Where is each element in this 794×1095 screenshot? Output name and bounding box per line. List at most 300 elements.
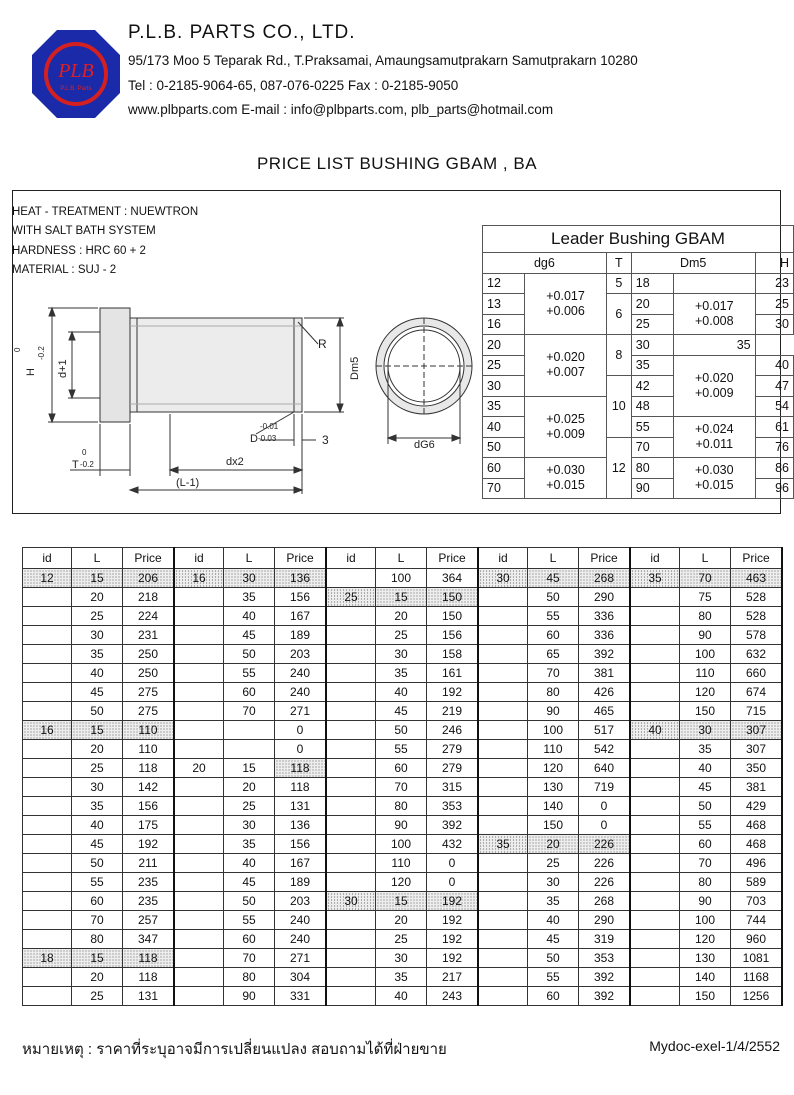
length-cell: 90 [376,816,427,835]
price-cell: 319 [579,930,631,949]
length-cell: 60 [72,892,123,911]
length-cell: 35 [528,892,579,911]
footnote: หมายเหตุ : ราคาที่ระบุอาจมีการเปลี่ยนแปลง สอบถามได้ที่ฝ่ายขาย [22,1041,447,1058]
price-cell: 660 [731,664,783,683]
price-cell: 268 [579,569,631,588]
length-cell: 120 [528,759,579,778]
id-cell [478,930,528,949]
id-cell [478,949,528,968]
price-cell: 517 [579,721,631,740]
leader-h-value: 30 [755,314,793,335]
leader-dm5-value: 70 [631,437,673,458]
price-cell: 192 [427,911,479,930]
price-cell: 150 [427,607,479,626]
leader-dm5-tolerance: +0.030 +0.015 [673,458,755,499]
price-cell: 218 [123,588,175,607]
length-cell: 70 [528,664,579,683]
price-cell: 578 [731,626,783,645]
price-cell: 226 [579,854,631,873]
length-cell [224,740,275,759]
id-cell [630,816,680,835]
id-cell [174,645,224,664]
leader-dg6-tolerance: +0.025 +0.009 [525,396,607,458]
length-cell: 50 [72,854,123,873]
id-cell [630,987,680,1006]
length-cell: 25 [72,607,123,626]
drawing-label-r: R [318,337,327,351]
price-cell: 243 [427,987,479,1006]
length-cell: 70 [72,911,123,930]
price-cell: 307 [731,740,783,759]
id-cell [326,607,376,626]
length-cell: 20 [528,835,579,854]
price-cell: 275 [123,683,175,702]
id-cell [630,854,680,873]
leader-header-dg6: dg6 [483,253,607,274]
drawing-label-t-tol2: -0.2 [80,460,94,469]
id-cell [478,816,528,835]
id-cell [174,949,224,968]
length-cell: 30 [376,645,427,664]
drawing-label-t: T [72,459,79,471]
id-cell [630,702,680,721]
length-cell: 30 [224,569,275,588]
id-cell [630,607,680,626]
drawing-label-l1: (L-1) [176,477,200,489]
drawing-label-h-tol: 0 [13,347,22,352]
leader-h-value: 76 [755,437,793,458]
leader-dm5-value: 35 [631,355,673,376]
id-cell [478,854,528,873]
price-cell: 392 [427,816,479,835]
price-cell: 156 [427,626,479,645]
length-cell: 80 [680,607,731,626]
price-cell: 304 [275,968,327,987]
id-cell [326,683,376,702]
length-cell: 80 [528,683,579,702]
price-cell: 290 [579,911,631,930]
id-cell [630,778,680,797]
price-header-l: L [528,548,579,569]
length-cell: 20 [376,607,427,626]
leader-dm5-tolerance: +0.024 +0.011 [673,417,755,458]
length-cell: 30 [376,949,427,968]
id-cell [23,664,72,683]
id-cell [174,740,224,759]
price-cell: 219 [427,702,479,721]
leader-dm5-value: 42 [631,376,673,397]
id-cell [326,721,376,740]
id-cell [174,797,224,816]
document-id: Mydoc-exel-1/4/2552 [649,1038,780,1054]
price-cell: 364 [427,569,479,588]
length-cell: 140 [680,968,731,987]
price-cell: 118 [123,949,175,968]
length-cell: 80 [72,930,123,949]
price-header-price: Price [123,548,175,569]
id-cell: 18 [23,949,72,968]
id-cell [174,816,224,835]
price-header-price: Price [427,548,479,569]
id-cell [174,930,224,949]
price-cell: 246 [427,721,479,740]
leader-dg6-tolerance: +0.030 +0.015 [525,458,607,499]
leader-dg6-value: 16 [483,314,525,335]
id-cell [326,759,376,778]
table-row [23,759,783,778]
table-row [23,987,783,1006]
leader-t-value: 5 [606,273,631,294]
id-cell [23,911,72,930]
price-cell: 118 [275,759,327,778]
logo-text: PLB [58,60,94,82]
length-cell: 150 [680,702,731,721]
price-cell: 189 [275,873,327,892]
id-cell [478,588,528,607]
price-cell: 271 [275,949,327,968]
table-row [23,664,783,683]
id-cell: 30 [478,569,528,588]
price-cell: 250 [123,645,175,664]
spec-heat-treatment: HEAT - TREATMENT : NUEWTRON [12,206,199,218]
id-cell [478,797,528,816]
price-cell: 331 [275,987,327,1006]
length-cell: 40 [224,854,275,873]
id-cell [326,797,376,816]
id-cell [326,835,376,854]
price-cell: 156 [275,835,327,854]
id-cell [23,702,72,721]
price-cell: 589 [731,873,783,892]
length-cell: 15 [72,569,123,588]
price-header-l: L [224,548,275,569]
length-cell: 35 [224,588,275,607]
length-cell: 35 [72,645,123,664]
price-cell: 231 [123,626,175,645]
table-row [23,626,783,645]
id-cell: 16 [174,569,224,588]
leader-header-h: H [755,253,793,274]
company-phone: Tel : 0-2185-9064-65, 087-076-0225 Fax : 0-2185-9050 [128,78,459,93]
page-title: PRICE LIST BUSHING GBAM , BA [256,154,538,173]
spec-salt-bath: WITH SALT BATH SYSTEM [12,225,156,237]
price-cell: 240 [275,683,327,702]
price-cell: 275 [123,702,175,721]
price-header-l: L [680,548,731,569]
length-cell: 40 [376,987,427,1006]
price-cell: 192 [427,892,479,911]
id-cell: 35 [630,569,680,588]
table-row [23,740,783,759]
id-cell [630,588,680,607]
leader-row [483,273,794,294]
price-header-price: Price [579,548,631,569]
length-cell: 25 [528,854,579,873]
price-cell: 192 [427,949,479,968]
id-cell: 20 [174,759,224,778]
price-cell: 426 [579,683,631,702]
leader-h-value: 23 [755,273,793,294]
price-cell: 703 [731,892,783,911]
id-cell [23,683,72,702]
length-cell: 80 [224,968,275,987]
leader-h-value: 86 [755,458,793,479]
drawing-label-dg6: dG6 [414,439,435,451]
price-cell: 118 [123,968,175,987]
length-cell: 60 [224,683,275,702]
price-cell: 392 [579,968,631,987]
table-row [23,854,783,873]
price-cell: 632 [731,645,783,664]
price-cell: 960 [731,930,783,949]
length-cell: 15 [72,721,123,740]
leader-dg6-tolerance: +0.017 +0.006 [525,273,607,335]
length-cell: 35 [376,968,427,987]
length-cell: 25 [72,759,123,778]
length-cell: 90 [528,702,579,721]
length-cell: 60 [680,835,731,854]
id-cell [23,892,72,911]
length-cell: 30 [528,873,579,892]
id-cell [174,626,224,645]
id-cell [478,683,528,702]
leader-dg6-value: 35 [483,396,525,417]
id-cell [630,683,680,702]
length-cell: 150 [528,816,579,835]
price-cell: 279 [427,740,479,759]
table-row [23,873,783,892]
length-cell: 15 [376,892,427,911]
drawing-label-dm5: Dm5 [349,356,361,380]
price-cell: 192 [427,683,479,702]
price-cell: 528 [731,607,783,626]
company-name: P.L.B. PARTS CO., LTD. [128,22,356,43]
length-cell: 70 [224,949,275,968]
price-table [22,547,783,1006]
leader-header-dm5: Dm5 [631,253,755,274]
id-cell [326,987,376,1006]
leader-h-value: 25 [755,294,793,315]
id-cell [478,626,528,645]
id-cell [174,835,224,854]
id-cell: 40 [630,721,680,740]
price-cell: 240 [275,930,327,949]
id-cell [630,797,680,816]
price-cell: 279 [427,759,479,778]
leader-t-value: 12 [606,437,631,499]
leader-dm5-value: 18 [631,273,673,294]
id-cell [478,740,528,759]
id-cell [630,645,680,664]
id-cell [630,873,680,892]
id-cell [23,835,72,854]
id-cell [326,645,376,664]
price-cell: 156 [123,797,175,816]
id-cell [630,949,680,968]
length-cell: 40 [528,911,579,930]
leader-dm5-tolerance: +0.017 +0.008 [673,294,755,335]
length-cell: 35 [72,797,123,816]
length-cell: 20 [376,911,427,930]
length-cell: 35 [376,664,427,683]
price-cell: 192 [427,930,479,949]
price-cell: 381 [731,778,783,797]
price-cell: 118 [123,759,175,778]
price-header-id: id [630,548,680,569]
price-cell: 336 [579,626,631,645]
price-cell: 203 [275,892,327,911]
table-row [23,588,783,607]
leader-h-value: 47 [755,376,793,397]
price-cell: 240 [275,664,327,683]
length-cell: 70 [224,702,275,721]
leader-dg6-value: 70 [483,478,525,499]
table-row [23,607,783,626]
drawing-label-dx2: dx2 [226,456,244,468]
id-cell [630,892,680,911]
leader-dm5-tolerance-empty [673,273,755,294]
leader-dg6-value: 50 [483,437,525,458]
table-row [23,892,783,911]
length-cell: 25 [224,797,275,816]
length-cell: 60 [224,930,275,949]
length-cell: 130 [680,949,731,968]
price-cell: 528 [731,588,783,607]
price-cell: 167 [275,854,327,873]
drawing-label-t-tol: 0 [82,448,87,457]
length-cell: 45 [528,930,579,949]
length-cell: 55 [680,816,731,835]
price-cell: 465 [579,702,631,721]
id-cell [23,588,72,607]
price-cell: 744 [731,911,783,930]
price-cell: 142 [123,778,175,797]
leader-dm5-value: 90 [631,478,673,499]
length-cell: 20 [72,588,123,607]
price-cell: 131 [123,987,175,1006]
price-cell: 257 [123,911,175,930]
id-cell [23,873,72,892]
length-cell: 50 [224,645,275,664]
leader-t-value: 6 [606,294,631,335]
price-cell: 392 [579,987,631,1006]
length-cell: 90 [680,626,731,645]
table-row [23,949,783,968]
company-address: 95/173 Moo 5 Teparak Rd., T.Praksamai, Amaungsamutprakarn Samutprakarn 10280 [128,53,638,68]
price-cell: 110 [123,721,175,740]
id-cell [478,968,528,987]
id-cell [478,664,528,683]
id-cell [478,645,528,664]
price-cell: 167 [275,607,327,626]
price-cell: 0 [427,873,479,892]
leader-dg6-value: 20 [483,335,525,356]
table-row [23,721,783,740]
table-row [23,911,783,930]
leader-h-value: 35 [673,335,755,356]
price-cell: 463 [731,569,783,588]
price-cell: 0 [275,740,327,759]
id-cell: 25 [326,588,376,607]
length-cell: 35 [224,835,275,854]
length-cell: 55 [224,911,275,930]
length-cell: 45 [72,683,123,702]
length-cell: 90 [680,892,731,911]
length-cell: 25 [376,626,427,645]
length-cell: 80 [680,873,731,892]
drawing-label-d1: d+1 [57,359,69,378]
leader-dm5-tolerance: +0.020 +0.009 [673,355,755,417]
table-row [23,835,783,854]
logo-subtext: P.L.B. Parts [60,86,92,92]
price-cell: 290 [579,588,631,607]
length-cell: 50 [680,797,731,816]
id-cell [23,645,72,664]
id-cell [174,588,224,607]
price-cell: 1256 [731,987,783,1006]
price-cell: 496 [731,854,783,873]
length-cell: 45 [528,569,579,588]
id-cell [630,835,680,854]
length-cell: 35 [680,740,731,759]
length-cell: 45 [376,702,427,721]
id-cell [478,759,528,778]
price-cell: 0 [427,854,479,873]
id-cell [23,740,72,759]
price-cell: 271 [275,702,327,721]
price-cell: 240 [275,911,327,930]
id-cell [478,702,528,721]
price-cell: 192 [123,835,175,854]
length-cell: 50 [528,588,579,607]
drawing-label-d-tol2: -0.03 [258,434,277,443]
length-cell: 20 [72,968,123,987]
price-cell: 235 [123,873,175,892]
length-cell: 25 [376,930,427,949]
length-cell: 100 [376,835,427,854]
length-cell: 75 [680,588,731,607]
id-cell [23,930,72,949]
length-cell: 90 [224,987,275,1006]
price-cell: 131 [275,797,327,816]
price-cell: 336 [579,607,631,626]
id-cell [174,911,224,930]
id-cell [23,607,72,626]
length-cell: 100 [680,911,731,930]
leader-h-value: 54 [755,396,793,417]
id-cell [174,778,224,797]
id-cell: 12 [23,569,72,588]
price-cell: 392 [579,645,631,664]
id-cell: 30 [326,892,376,911]
length-cell: 15 [224,759,275,778]
id-cell [478,892,528,911]
price-cell: 315 [427,778,479,797]
leader-row [483,335,794,356]
price-cell: 542 [579,740,631,759]
id-cell [174,721,224,740]
id-cell [478,778,528,797]
length-cell: 15 [376,588,427,607]
table-row [23,778,783,797]
length-cell: 40 [376,683,427,702]
length-cell: 60 [528,987,579,1006]
length-cell: 150 [680,987,731,1006]
length-cell: 30 [72,778,123,797]
length-cell: 55 [376,740,427,759]
price-cell: 1081 [731,949,783,968]
price-cell: 250 [123,664,175,683]
